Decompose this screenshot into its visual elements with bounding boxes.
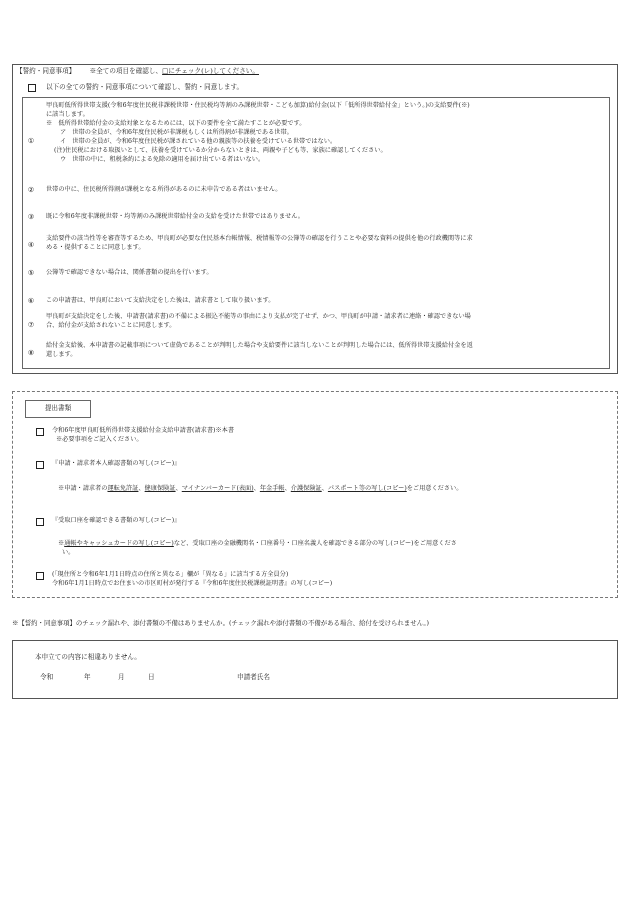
doc1-note: ※必要事項をご記入ください。: [56, 435, 143, 443]
doc3-note: ※通帳やキャッシュカードの写し(コピー)など、受取口座の金融機関名・口座番号・口座名義人を確認できる部分の写し(コピー)をご用意くださ い。: [58, 540, 457, 556]
item-1-text: 甲良町低所得世帯支援(令和6年度住民税非課税世帯・住民税均等割のみ課税世帯・こども加算)給付金(以下「低所得世帯給付金」という。)の支給要件(※) に該当します。 ※ 低所得世帯給付金の支給対象となるためには、以下の要件を全て満たすことが必要です。 ア 世帯の全員が、令和6年度住民税が非課税もしくは所得割が非課税である世帯。 イ 世帯の全員が、令和6年度住民税が課されている他の親族等の扶養を受けている世帯ではない。 (注)住民税における取扱いとして、扶養を受けているか分からないときは、両親や子ども等、家族に確認してください。 ウ 世帯の中に、租税条約による免除の適用を届け出ている者はいない。: [46, 102, 470, 163]
item-6-text: この申請書は、甲良町において支給決定をした後は、請求書として取り扱います。: [46, 297, 275, 304]
pledge-header: [16, 67, 259, 77]
item-3-text: 既に令和6年度非課税世帯・均等割のみ課税世帯給付金の支給を受けた世帯ではありません。: [46, 213, 304, 220]
date-month-field[interactable]: 月: [118, 673, 125, 681]
item-number-7: ⑦: [27, 321, 35, 329]
doc2-note: ※申請・請求者の運転免許証、健康保険証、マイナンバーカード(表面)、年金手帳、介護保険証、パスポート等の写し(コピー)をご用意ください。: [58, 485, 463, 492]
item-8-text: 給付金支給後、本申請書の記載事項について虚偽であることが判明した場合や支給要件に該当しないことが判明した場合には、低所得世帯支援給付金を返 還します。: [46, 342, 473, 358]
doc3-checkbox[interactable]: [36, 518, 44, 526]
doc1-title: 令和6年度甲良町低所得世帯支援給付金支給申請書(請求書)※本書: [52, 427, 235, 434]
warning-text: ※【誓約・同意事項】のチェック漏れや、添付書類の不備はありませんか。(チェック漏れや添付書類の不備がある場合、給付を受けられません。): [12, 619, 430, 627]
item-number-8: ⑧: [27, 349, 35, 357]
item-7-text: 甲良町が支給決定をした後、申請書(請求書)の不備による振込不能等の事由により支払が完了せず、かつ、甲良町が申請・請求者に連絡・確認できない場 合、給付金が支給されないことに同意します。: [46, 313, 471, 329]
doc4-block: [52, 571, 602, 589]
pledge-header-label: 【誓約・同意事項】: [16, 67, 76, 75]
item-number-3: ③: [27, 213, 35, 221]
item-5-text: 公簿等で確認できない場合は、関係書類の提出を行います。: [46, 269, 213, 276]
pledge-header-note: ※全ての項目を確認し、: [89, 67, 163, 75]
doc1-checkbox[interactable]: [36, 428, 44, 436]
applicant-name-field[interactable]: 申請者氏名: [237, 673, 270, 681]
doc4-checkbox[interactable]: [36, 572, 44, 580]
doc2-title: 『申請・請求者本人確認書類の写し(コピー)』: [52, 460, 181, 467]
item-4-text: 支給要件の該当性等を審査等するため、甲良町が必要な住民基本台帳情報、税情報等の公簿等の確認を行うことや必要な資料の提供を他の行政機関等に求 める・提供することに同意します。: [46, 235, 473, 251]
item-number-6: ⑥: [27, 297, 35, 305]
pledge-header-note-underlined: □にチェック(レ)してください。: [162, 67, 259, 75]
declaration-box: [12, 640, 618, 699]
declaration-text: 本申立ての内容に相違ありません。: [35, 653, 141, 661]
doc1-block: [52, 427, 592, 445]
doc4-note: 令和6年1月1日時点でお住まいの市区町村が発行する『令和6年度住民税課税証明書』の写し(コピー): [52, 579, 333, 587]
doc3-title: 『受取口座を確認できる書類の写し(コピー)』: [52, 517, 181, 524]
item-number-2: ②: [27, 186, 35, 194]
item-number-4: ④: [27, 241, 35, 249]
confirm-all-checkbox[interactable]: [28, 84, 36, 92]
item-2-text: 世帯の中に、住民税所得割が課税となる所得があるのに未申告である者はいません。: [46, 186, 282, 193]
documents-section: [12, 391, 618, 598]
item-number-1: ①: [27, 137, 35, 145]
confirm-all-label: 以下の全ての誓約・同意事項について確認し、誓約・同意します。: [46, 83, 244, 91]
documents-title: 提出書類: [44, 404, 72, 412]
doc2-checkbox[interactable]: [36, 461, 44, 469]
date-day-field[interactable]: 日: [148, 673, 155, 681]
date-year-field[interactable]: 年: [84, 673, 91, 681]
date-era: 令和: [40, 673, 54, 681]
doc4-title: (「現住所と令和6年1月1日時点の住所と異なる」欄が「異なる」に該当する方全員分): [52, 571, 289, 578]
item-number-5: ⑤: [27, 269, 35, 277]
